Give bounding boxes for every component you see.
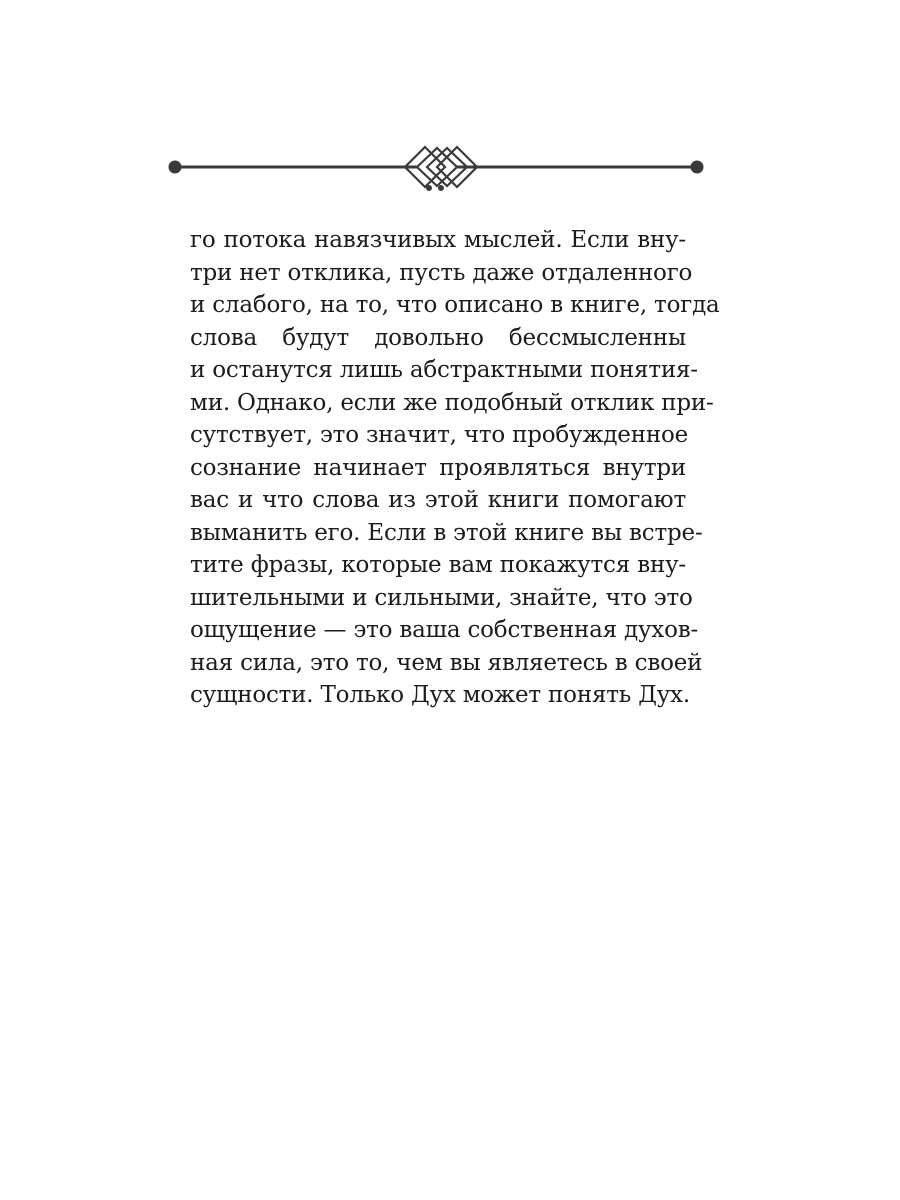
- divider-ornament: [165, 140, 710, 195]
- text-line: выманить его. Если в этой книге вы встре-: [190, 519, 703, 546]
- text-line: и останутся лишь абстрактными понятия-: [190, 357, 698, 383]
- text-line: три нет отклика, пусть даже отдаленного: [190, 259, 693, 286]
- text-line: ная сила, это то, чем вы являетесь в своей: [190, 649, 703, 676]
- text-line: сознание начинает проявляться внутри: [190, 454, 686, 481]
- diamond-knot-divider-icon: [165, 140, 710, 195]
- body-paragraph: [190, 224, 720, 712]
- text-line: шительными и сильными, знайте, что это: [190, 584, 693, 611]
- text-line: слова будут довольно бессмысленны: [190, 324, 686, 351]
- text-line: сутствует, это значит, что пробужденное: [190, 422, 689, 448]
- text-line: ощущение — это ваша собственная духов-: [190, 617, 699, 643]
- text-line: тите фразы, которые вам покажутся вну-: [190, 552, 686, 578]
- text-line: вас и что слова из этой книги помогают: [190, 487, 686, 513]
- text-line: и слабого, на то, что описано в книге, тогда: [190, 292, 720, 318]
- text-line: ми. Однако, если же подобный отклик при-: [190, 389, 714, 416]
- text-line: го потока навязчивых мыслей. Если вну-: [190, 227, 686, 253]
- text-line: сущности. Только Дух может понять Дух.: [190, 682, 690, 708]
